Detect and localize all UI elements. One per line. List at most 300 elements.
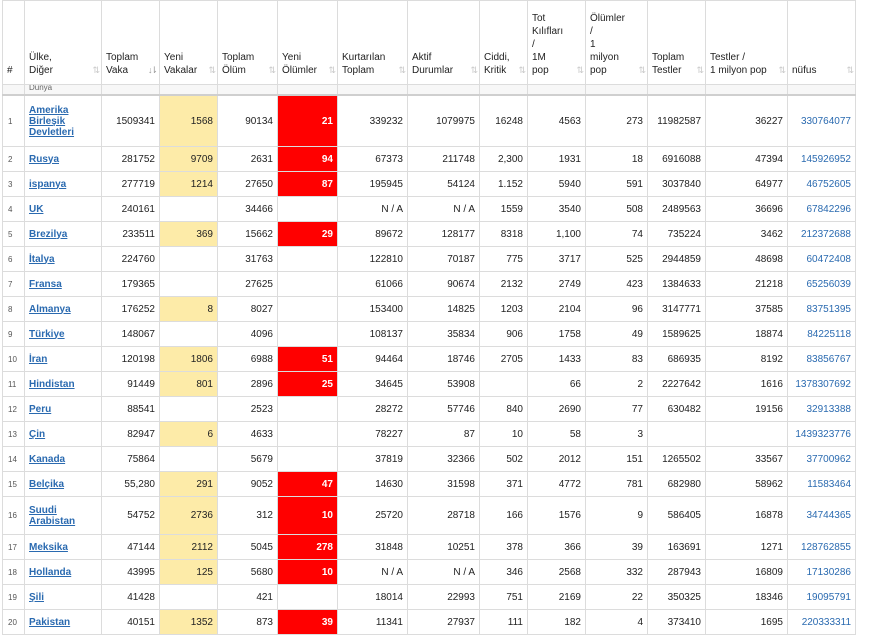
sort-arrows-icon[interactable]: ⇅ [638,65,644,75]
new-deaths-cell [278,197,338,222]
cut-row-cell [218,85,278,96]
active-cases-cell: 70187 [408,247,480,272]
active-cases-cell: 14825 [408,297,480,322]
column-header-label: Yeni Vakalar [164,52,198,76]
total-tests-cell: 682980 [648,472,706,497]
total-cases-cell: 224760 [102,247,160,272]
column-header-label: nüfus [792,65,817,76]
new-cases-cell: 1568 [160,95,218,147]
deaths-per-million-cell: 9 [586,497,648,535]
recovered-cell: 18014 [338,585,408,610]
cases-per-million-cell: 3717 [528,247,586,272]
column-header-label: Toplam Vaka [106,52,139,76]
tests-per-million-cell: 36696 [706,197,788,222]
population-cell: 17130286 [788,560,856,585]
population-cell: 67842296 [788,197,856,222]
deaths-per-million-cell: 525 [586,247,648,272]
recovered-cell: N / A [338,560,408,585]
column-header-label: Toplam Ölüm [222,52,255,76]
row-index: 15 [3,472,25,497]
tests-per-million-cell: 1695 [706,610,788,635]
country-link[interactable]: Amerika Birleşik Devletleri [29,104,75,138]
deaths-per-million-cell: 591 [586,172,648,197]
country-cell [25,222,102,247]
population-cell: 1378307692 [788,372,856,397]
country-cell [25,147,102,172]
column-header[interactable] [528,1,586,85]
cases-per-million-cell: 5940 [528,172,586,197]
critical-cell: 371 [480,472,528,497]
new-cases-cell [160,272,218,297]
tests-per-million-cell: 37585 [706,297,788,322]
column-header[interactable] [218,1,278,85]
deaths-per-million-cell: 4 [586,610,648,635]
tests-per-million-cell: 3462 [706,222,788,247]
population-cell: 1439323776 [788,422,856,447]
new-cases-cell [160,397,218,422]
cut-row-cell [706,85,788,96]
row-index: 6 [3,247,25,272]
table-row [3,347,856,372]
row-index: 16 [3,497,25,535]
country-cell [25,397,102,422]
population-cell: 34744365 [788,497,856,535]
total-deaths-cell: 34466 [218,197,278,222]
total-deaths-cell: 5680 [218,560,278,585]
new-deaths-cell [278,397,338,422]
new-cases-cell [160,585,218,610]
country-cell [25,610,102,635]
table-row [3,560,856,585]
total-cases-cell: 41428 [102,585,160,610]
population-cell: 330764077 [788,95,856,147]
cut-row-cell [3,85,25,96]
new-deaths-cell [278,447,338,472]
row-index: 1 [3,95,25,147]
table-row-partial [3,85,856,96]
total-deaths-cell: 31763 [218,247,278,272]
sort-arrows-icon[interactable]: ⇅ [696,65,702,75]
critical-cell: 2,300 [480,147,528,172]
table-row [3,272,856,297]
row-index: 20 [3,610,25,635]
recovered-cell: 25720 [338,497,408,535]
tests-per-million-cell [706,422,788,447]
new-cases-cell: 2112 [160,535,218,560]
total-tests-cell [648,422,706,447]
total-deaths-cell: 6988 [218,347,278,372]
country-link[interactable]: Hollanda [29,566,72,578]
country-cell [25,585,102,610]
critical-cell: 1559 [480,197,528,222]
recovered-cell: 37819 [338,447,408,472]
column-header-label: Ciddi, Kritik [484,52,510,76]
critical-cell: 751 [480,585,528,610]
total-cases-cell: 82947 [102,422,160,447]
country-link[interactable]: İran [29,353,48,365]
critical-cell: 8318 [480,222,528,247]
column-header[interactable] [160,1,218,85]
country-link[interactable]: Rusya [29,153,60,165]
sort-arrows-icon[interactable]: ⇅ [398,65,404,75]
country-link[interactable]: İtalya [29,253,55,265]
cases-per-million-cell: 1758 [528,322,586,347]
cases-per-million-cell: 4563 [528,95,586,147]
population-cell: 46752605 [788,172,856,197]
country-cell [25,322,102,347]
tests-per-million-cell: 16809 [706,560,788,585]
total-deaths-cell: 2631 [218,147,278,172]
tests-per-million-cell: 64977 [706,172,788,197]
critical-cell: 906 [480,322,528,347]
cut-row-cell [648,85,706,96]
active-cases-cell: 90674 [408,272,480,297]
population-cell: 220333311 [788,610,856,635]
cases-per-million-cell: 1,100 [528,222,586,247]
cases-per-million-cell: 3540 [528,197,586,222]
country-cell [25,95,102,147]
total-tests-cell: 1265502 [648,447,706,472]
total-cases-cell: 43995 [102,560,160,585]
active-cases-cell: 10251 [408,535,480,560]
recovered-cell: N / A [338,197,408,222]
country-link[interactable]: Kanada [29,453,66,465]
total-cases-cell: 88541 [102,397,160,422]
new-cases-cell: 6 [160,422,218,447]
new-cases-cell: 9709 [160,147,218,172]
new-deaths-cell: 94 [278,147,338,172]
country-link[interactable]: Belçika [29,478,65,490]
row-index: 12 [3,397,25,422]
row-index: 14 [3,447,25,472]
covid-table-container [2,0,856,635]
tests-per-million-cell: 58962 [706,472,788,497]
row-index: 4 [3,197,25,222]
new-deaths-cell: 10 [278,497,338,535]
sort-arrows-icon[interactable]: ⇅ [92,65,98,75]
country-link[interactable]: Pakistan [29,616,71,628]
country-link[interactable]: Brezilya [29,228,68,240]
country-cell [25,472,102,497]
deaths-per-million-cell: 83 [586,347,648,372]
critical-cell: 2705 [480,347,528,372]
tests-per-million-cell: 16878 [706,497,788,535]
recovered-cell: 34645 [338,372,408,397]
total-deaths-cell: 5679 [218,447,278,472]
deaths-per-million-cell: 77 [586,397,648,422]
column-header[interactable] [408,1,480,85]
deaths-per-million-cell: 39 [586,535,648,560]
country-link[interactable]: Şili [29,591,45,603]
table-row [3,497,856,535]
total-tests-cell: 373410 [648,610,706,635]
country-link[interactable]: Hindistan [29,378,75,390]
country-cell [25,172,102,197]
sort-arrows-icon[interactable]: ⇅ [846,65,852,75]
total-cases-cell: 47144 [102,535,160,560]
total-cases-cell: 91449 [102,372,160,397]
active-cases-cell: 35834 [408,322,480,347]
active-cases-cell: N / A [408,197,480,222]
total-cases-cell: 120198 [102,347,160,372]
total-tests-cell: 6916088 [648,147,706,172]
new-cases-cell: 1806 [160,347,218,372]
new-cases-cell: 1214 [160,172,218,197]
country-cell [25,197,102,222]
sort-arrows-icon[interactable]: ⇅ [778,65,784,75]
active-cases-cell: 53908 [408,372,480,397]
cases-per-million-cell: 58 [528,422,586,447]
population-cell: 145926952 [788,147,856,172]
country-cell [25,297,102,322]
total-cases-cell: 233511 [102,222,160,247]
country-cell [25,497,102,535]
total-tests-cell: 586405 [648,497,706,535]
country-link[interactable]: Meksika [29,541,68,553]
column-header[interactable] [586,1,648,85]
total-deaths-cell: 27625 [218,272,278,297]
column-header[interactable] [338,1,408,85]
active-cases-cell: 18746 [408,347,480,372]
column-header[interactable] [102,1,160,85]
population-cell: 11583464 [788,472,856,497]
country-link[interactable]: Çin [29,428,46,440]
new-cases-cell: 801 [160,372,218,397]
deaths-per-million-cell: 3 [586,422,648,447]
active-cases-cell: 128177 [408,222,480,247]
table-body [3,85,856,635]
sort-arrows-icon[interactable]: ↓⇂ [147,65,156,75]
cases-per-million-cell: 2749 [528,272,586,297]
row-index: 5 [3,222,25,247]
population-cell: 60472408 [788,247,856,272]
column-header[interactable] [3,1,25,85]
cases-per-million-cell: 4772 [528,472,586,497]
population-cell: 32913388 [788,397,856,422]
cases-per-million-cell: 1433 [528,347,586,372]
cut-row-cell [160,85,218,96]
new-deaths-cell: 51 [278,347,338,372]
new-deaths-cell [278,585,338,610]
column-header[interactable] [480,1,528,85]
row-index: 3 [3,172,25,197]
table-row [3,322,856,347]
row-index: 2 [3,147,25,172]
population-cell: 212372688 [788,222,856,247]
tests-per-million-cell: 36227 [706,95,788,147]
total-tests-cell: 2489563 [648,197,706,222]
table-row [3,535,856,560]
critical-cell: 1.152 [480,172,528,197]
column-header-label: # [7,65,13,76]
row-index: 17 [3,535,25,560]
deaths-per-million-cell: 2 [586,372,648,397]
total-tests-cell: 11982587 [648,95,706,147]
country-link[interactable]: UK [29,203,44,215]
active-cases-cell: 54124 [408,172,480,197]
column-header[interactable] [25,1,102,85]
new-cases-cell [160,247,218,272]
deaths-per-million-cell: 781 [586,472,648,497]
deaths-per-million-cell: 332 [586,560,648,585]
table-row [3,222,856,247]
total-deaths-cell: 421 [218,585,278,610]
cut-row-country: Dünya [25,85,102,96]
table-row [3,147,856,172]
tests-per-million-cell: 48698 [706,247,788,272]
table-row [3,197,856,222]
deaths-per-million-cell: 273 [586,95,648,147]
new-cases-cell: 369 [160,222,218,247]
critical-cell: 502 [480,447,528,472]
new-cases-cell [160,447,218,472]
column-header[interactable] [648,1,706,85]
deaths-per-million-cell: 151 [586,447,648,472]
deaths-per-million-cell: 508 [586,197,648,222]
country-cell [25,447,102,472]
column-header[interactable] [788,1,856,85]
critical-cell: 10 [480,422,528,447]
total-deaths-cell: 4096 [218,322,278,347]
population-cell: 19095791 [788,585,856,610]
new-deaths-cell [278,247,338,272]
total-deaths-cell: 90134 [218,95,278,147]
country-link[interactable]: Peru [29,403,52,415]
new-deaths-cell: 47 [278,472,338,497]
row-index: 8 [3,297,25,322]
cases-per-million-cell: 2568 [528,560,586,585]
cases-per-million-cell: 366 [528,535,586,560]
total-deaths-cell: 312 [218,497,278,535]
row-index: 18 [3,560,25,585]
total-deaths-cell: 4633 [218,422,278,447]
recovered-cell: 11341 [338,610,408,635]
tests-per-million-cell: 21218 [706,272,788,297]
population-cell: 84225118 [788,322,856,347]
row-index: 10 [3,347,25,372]
total-tests-cell: 630482 [648,397,706,422]
country-link[interactable]: ispanya [29,178,67,190]
new-cases-cell: 8 [160,297,218,322]
cut-row-cell [408,85,480,96]
country-link[interactable]: Fransa [29,278,62,290]
sort-arrows-icon[interactable]: ⇅ [208,65,214,75]
sort-arrows-icon[interactable]: ⇅ [518,65,524,75]
cases-per-million-cell: 2690 [528,397,586,422]
population-cell: 128762855 [788,535,856,560]
column-header-label: Ülke, Diğer [29,52,53,76]
new-cases-cell: 2736 [160,497,218,535]
new-deaths-cell [278,272,338,297]
new-deaths-cell: 29 [278,222,338,247]
total-tests-cell: 3147771 [648,297,706,322]
deaths-per-million-cell: 18 [586,147,648,172]
cut-row-cell [586,85,648,96]
recovered-cell: 339232 [338,95,408,147]
new-deaths-cell [278,422,338,447]
total-cases-cell: 148067 [102,322,160,347]
column-header-label: Ölümler / 1 milyon pop [590,13,626,76]
new-deaths-cell: 87 [278,172,338,197]
population-cell: 83856767 [788,347,856,372]
country-link[interactable]: Suudi Arabistan [29,504,76,527]
critical-cell: 346 [480,560,528,585]
active-cases-cell: 32366 [408,447,480,472]
total-cases-cell: 179365 [102,272,160,297]
tests-per-million-cell: 1616 [706,372,788,397]
column-header[interactable] [278,1,338,85]
cut-row-cell [528,85,586,96]
recovered-cell: 94464 [338,347,408,372]
table-row [3,397,856,422]
critical-cell: 1203 [480,297,528,322]
column-header-label: Tot Kılıfları / 1M pop [532,13,564,76]
total-tests-cell: 1384633 [648,272,706,297]
total-cases-cell: 176252 [102,297,160,322]
tests-per-million-cell: 1271 [706,535,788,560]
recovered-cell: 28272 [338,397,408,422]
critical-cell: 840 [480,397,528,422]
cases-per-million-cell: 2169 [528,585,586,610]
critical-cell: 16248 [480,95,528,147]
column-header-label: Aktif Durumlar [412,52,454,76]
tests-per-million-cell: 19156 [706,397,788,422]
table-row [3,247,856,272]
column-header-label: Yeni Ölümler [282,52,318,76]
critical-cell: 775 [480,247,528,272]
country-link[interactable]: Almanya [29,303,71,315]
new-deaths-cell [278,322,338,347]
recovered-cell: 122810 [338,247,408,272]
active-cases-cell: 87 [408,422,480,447]
total-cases-cell: 240161 [102,197,160,222]
table-row [3,95,856,147]
country-link[interactable]: Türkiye [29,328,65,340]
cut-row-cell [278,85,338,96]
total-cases-cell: 1509341 [102,95,160,147]
total-tests-cell: 163691 [648,535,706,560]
table-row [3,585,856,610]
row-index: 11 [3,372,25,397]
sort-arrows-icon[interactable]: ⇅ [470,65,476,75]
deaths-per-million-cell: 49 [586,322,648,347]
active-cases-cell: 31598 [408,472,480,497]
active-cases-cell: 22993 [408,585,480,610]
population-cell: 65256039 [788,272,856,297]
active-cases-cell: 28718 [408,497,480,535]
recovered-cell: 14630 [338,472,408,497]
sort-arrows-icon[interactable]: ⇅ [328,65,334,75]
total-deaths-cell: 2523 [218,397,278,422]
active-cases-cell: N / A [408,560,480,585]
active-cases-cell: 27937 [408,610,480,635]
table-row [3,422,856,447]
population-cell: 37700962 [788,447,856,472]
sort-arrows-icon[interactable]: ⇅ [576,65,582,75]
new-deaths-cell: 278 [278,535,338,560]
sort-arrows-icon[interactable]: ⇅ [268,65,274,75]
total-deaths-cell: 8027 [218,297,278,322]
new-cases-cell: 291 [160,472,218,497]
recovered-cell: 31848 [338,535,408,560]
covid-stats-table [2,0,856,635]
cut-row-cell [480,85,528,96]
table-row [3,172,856,197]
active-cases-cell: 1079975 [408,95,480,147]
row-index: 9 [3,322,25,347]
column-header[interactable] [706,1,788,85]
country-cell [25,422,102,447]
